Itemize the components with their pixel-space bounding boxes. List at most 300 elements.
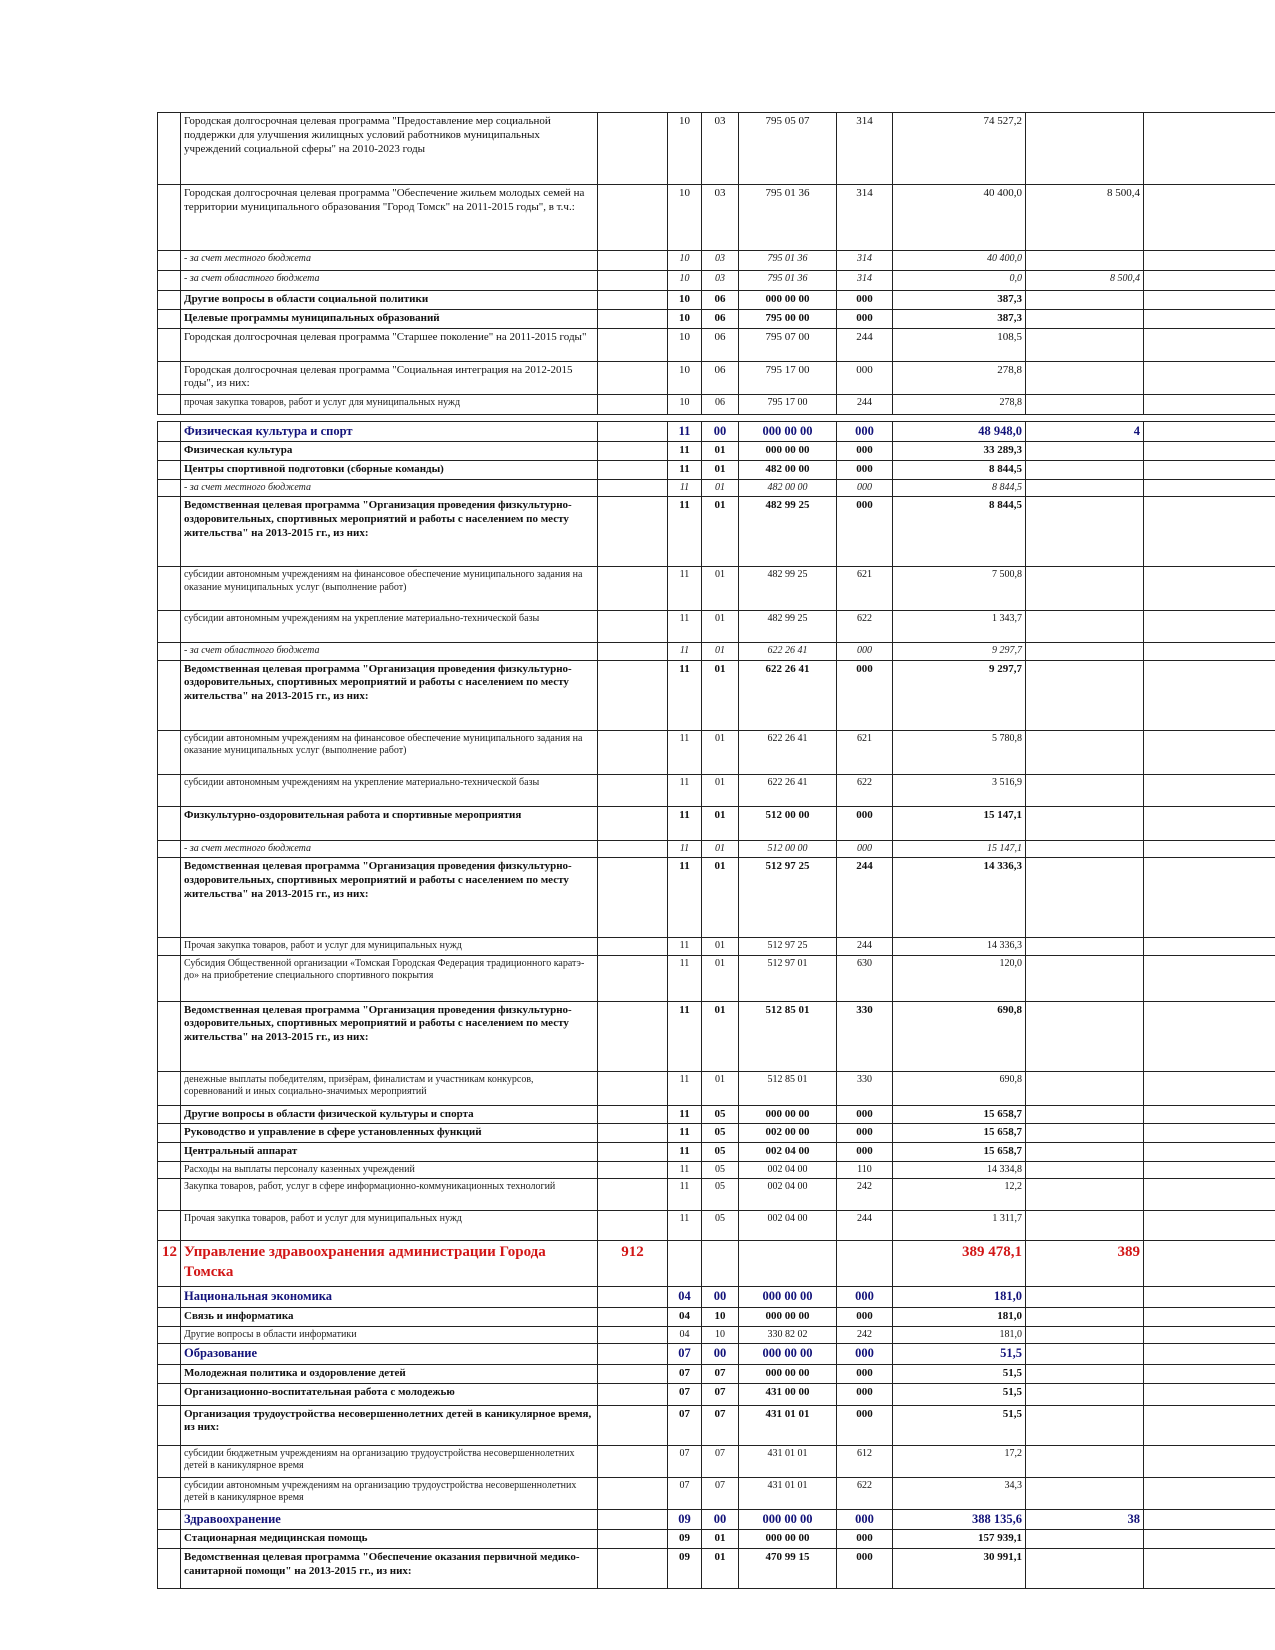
amount-total: 278,8 <box>893 361 1026 394</box>
expense-type-code: 000 <box>837 1308 893 1327</box>
grbs-code <box>598 840 668 858</box>
row-number <box>158 611 181 643</box>
expense-type-code: 000 <box>837 1509 893 1530</box>
row-label: субсидии автономным учреждениям на организацию трудоустройства несовершеннолетних детей в каникулярное время <box>181 1477 598 1509</box>
target-article-code: 431 00 00 <box>739 1383 837 1405</box>
grbs-code <box>598 1405 668 1445</box>
budget-table-body <box>158 113 1275 1589</box>
amount-other-budget <box>1026 394 1144 414</box>
table-row <box>158 840 1275 858</box>
section-row <box>158 421 1275 442</box>
row-number <box>158 1308 181 1327</box>
target-article-code: 002 04 00 <box>739 1161 837 1179</box>
amount-next-column <box>1144 1477 1275 1509</box>
target-article-code: 795 01 36 <box>739 271 837 291</box>
target-article-code: 000 00 00 <box>739 1530 837 1549</box>
target-article-code: 431 01 01 <box>739 1445 837 1477</box>
row-label: Городская долгосрочная целевая программа "Старшее поколение" на 2011-2015 годы" <box>181 328 598 361</box>
subsection-code: 03 <box>702 113 739 185</box>
amount-other-budget <box>1026 806 1144 840</box>
section-code: 11 <box>668 1161 702 1179</box>
row-label: - за счет местного бюджета <box>181 479 598 497</box>
subsection-code: 05 <box>702 1211 739 1241</box>
amount-next-column <box>1144 1124 1275 1143</box>
section-code: 09 <box>668 1509 702 1530</box>
subsection-code: 06 <box>702 394 739 414</box>
amount-total: 15 658,7 <box>893 1124 1026 1143</box>
row-label: Городская долгосрочная целевая программа "Обеспечение жильем молодых семей на территории муниципального образования "Город Томск" на 2011-2015 годы", в т.ч.: <box>181 185 598 251</box>
section-code: 11 <box>668 497 702 567</box>
target-article-code: 000 00 00 <box>739 442 837 461</box>
amount-total: 34,3 <box>893 1477 1026 1509</box>
subsection-code: 06 <box>702 328 739 361</box>
table-row <box>158 1445 1275 1477</box>
amount-total: 15 147,1 <box>893 840 1026 858</box>
subsection-code: 06 <box>702 309 739 328</box>
amount-next-column <box>1144 1001 1275 1071</box>
grbs-code <box>598 291 668 310</box>
amount-other-budget <box>1026 1308 1144 1327</box>
grbs-code <box>598 1530 668 1549</box>
target-article-code: 795 00 00 <box>739 309 837 328</box>
amount-total: 7 500,8 <box>893 567 1026 611</box>
section-code: 10 <box>668 113 702 185</box>
row-number <box>158 1364 181 1383</box>
section-code: 11 <box>668 840 702 858</box>
row-label: Организационно-воспитательная работа с молодежью <box>181 1383 598 1405</box>
amount-other-budget <box>1026 840 1144 858</box>
expense-type-code: 110 <box>837 1161 893 1179</box>
row-number <box>158 1477 181 1509</box>
section-code: 10 <box>668 309 702 328</box>
grbs-code <box>598 1179 668 1211</box>
section-code: 09 <box>668 1530 702 1549</box>
row-label: Городская долгосрочная целевая программа "Социальная интеграция на 2012-2015 годы", из них: <box>181 361 598 394</box>
amount-other-budget <box>1026 1179 1144 1211</box>
grbs-code <box>598 806 668 840</box>
subsection-code: 01 <box>702 840 739 858</box>
amount-next-column <box>1144 309 1275 328</box>
amount-other-budget <box>1026 1477 1144 1509</box>
target-article-code: 622 26 41 <box>739 660 837 730</box>
amount-next-column <box>1144 291 1275 310</box>
amount-next-column <box>1144 806 1275 840</box>
amount-next-column <box>1144 938 1275 956</box>
amount-other-budget <box>1026 1001 1144 1071</box>
expense-type-code: 000 <box>837 1364 893 1383</box>
grbs-code <box>598 730 668 774</box>
amount-next-column <box>1144 643 1275 661</box>
amount-total: 8 844,5 <box>893 479 1026 497</box>
table-row <box>158 774 1275 806</box>
section-code: 11 <box>668 858 702 938</box>
subsection-code: 01 <box>702 460 739 479</box>
expense-type-code: 242 <box>837 1326 893 1344</box>
row-label: Субсидия Общественной организации «Томская Городская Федерация традиционного каратэ-до» на приобретение специального спортивного покрытия <box>181 955 598 1001</box>
row-number <box>158 185 181 251</box>
amount-total: 387,3 <box>893 309 1026 328</box>
expense-type-code: 244 <box>837 938 893 956</box>
table-row <box>158 291 1275 310</box>
amount-total: 40 400,0 <box>893 185 1026 251</box>
section-code: 10 <box>668 185 702 251</box>
grbs-code <box>598 251 668 271</box>
row-label: Центры спортивной подготовки (сборные команды) <box>181 460 598 479</box>
row-number <box>158 328 181 361</box>
amount-other-budget <box>1026 1364 1144 1383</box>
amount-next-column <box>1144 460 1275 479</box>
amount-total: 15 658,7 <box>893 1143 1026 1162</box>
table-row <box>158 1383 1275 1405</box>
amount-other-budget <box>1026 328 1144 361</box>
row-label: - за счет местного бюджета <box>181 840 598 858</box>
amount-next-column <box>1144 414 1275 421</box>
subsection-code: 01 <box>702 1549 739 1589</box>
row-label: субсидии автономным учреждениям на финансовое обеспечение муниципального задания на оказание муниципальных услуг (выполнение работ) <box>181 567 598 611</box>
table-row <box>158 955 1275 1001</box>
target-article-code: 512 97 25 <box>739 938 837 956</box>
table-row <box>158 660 1275 730</box>
amount-total: 278,8 <box>893 394 1026 414</box>
row-label: Ведомственная целевая программа "Организация проведения физкультурно-оздоровительных, спортивных мероприятий и работы с населением по месту жительства" на 2013-2015 гг., из них: <box>181 1001 598 1071</box>
target-article-code: 512 85 01 <box>739 1071 837 1105</box>
row-number <box>158 113 181 185</box>
subsection-code: 01 <box>702 611 739 643</box>
subsection-code: 05 <box>702 1143 739 1162</box>
amount-total: 157 939,1 <box>893 1530 1026 1549</box>
subsection-code: 10 <box>702 1308 739 1327</box>
row-label: Физкультурно-оздоровительная работа и спортивные мероприятия <box>181 806 598 840</box>
section-code: 11 <box>668 1105 702 1124</box>
amount-other-budget <box>1026 291 1144 310</box>
target-article-code: 470 99 15 <box>739 1549 837 1589</box>
amount-total: 181,0 <box>893 1308 1026 1327</box>
section-code: 10 <box>668 394 702 414</box>
subsection-code: 00 <box>702 1287 739 1308</box>
amount-total: 9 297,7 <box>893 643 1026 661</box>
section-code: 10 <box>668 251 702 271</box>
table-row <box>158 1364 1275 1383</box>
amount-total: 51,5 <box>893 1405 1026 1445</box>
target-article-code: 512 00 00 <box>739 806 837 840</box>
grbs-code <box>598 938 668 956</box>
amount-other-budget <box>1026 1383 1144 1405</box>
amount-other-budget <box>1026 938 1144 956</box>
row-number <box>158 1071 181 1105</box>
table-row <box>158 328 1275 361</box>
subsection-code: 01 <box>702 660 739 730</box>
amount-total: 5 780,8 <box>893 730 1026 774</box>
row-number <box>158 1509 181 1530</box>
section-code: 07 <box>668 1383 702 1405</box>
amount-other-budget <box>1026 1326 1144 1344</box>
target-article-code: 431 01 01 <box>739 1405 837 1445</box>
expense-type-code: 000 <box>837 309 893 328</box>
amount-total: 33 289,3 <box>893 442 1026 461</box>
grbs-code <box>598 567 668 611</box>
amount-other-budget <box>1026 251 1144 271</box>
section-row <box>158 1287 1275 1308</box>
amount-other-budget <box>1026 1530 1144 1549</box>
amount-total: 3 516,9 <box>893 774 1026 806</box>
table-row <box>158 113 1275 185</box>
table-row <box>158 442 1275 461</box>
row-number <box>158 774 181 806</box>
amount-other-budget <box>1026 460 1144 479</box>
amount-next-column <box>1144 1308 1275 1327</box>
expense-type-code: 622 <box>837 1477 893 1509</box>
grbs-code <box>598 1211 668 1241</box>
expense-type-code: 000 <box>837 840 893 858</box>
amount-other-budget: 4 <box>1026 421 1144 442</box>
amount-total: 181,0 <box>893 1326 1026 1344</box>
row-number: 12 <box>158 1241 181 1287</box>
amount-total: 15 147,1 <box>893 806 1026 840</box>
amount-other-budget <box>1026 955 1144 1001</box>
amount-total: 8 844,5 <box>893 460 1026 479</box>
amount-total: 14 336,3 <box>893 858 1026 938</box>
subsection-code: 01 <box>702 1001 739 1071</box>
table-row <box>158 1143 1275 1162</box>
amount-other-budget: 8 500,4 <box>1026 185 1144 251</box>
section-code: 07 <box>668 1405 702 1445</box>
section-row <box>158 1509 1275 1530</box>
expense-type-code: 242 <box>837 1179 893 1211</box>
row-label: Ведомственная целевая программа "Организация проведения физкультурно-оздоровительных, спортивных мероприятий и работы с населением по месту жительства" на 2013-2015 гг., из них: <box>181 858 598 938</box>
table-row <box>158 611 1275 643</box>
amount-other-budget <box>1026 113 1144 185</box>
grbs-code <box>598 1124 668 1143</box>
row-label: субсидии бюджетным учреждениям на организацию трудоустройства несовершеннолетних детей в каникулярное время <box>181 1445 598 1477</box>
section-code: 11 <box>668 1001 702 1071</box>
grbs-code <box>598 414 668 421</box>
grbs-code <box>598 1308 668 1327</box>
row-label: Другие вопросы в области физической культуры и спорта <box>181 1105 598 1124</box>
expense-type-code: 000 <box>837 1383 893 1405</box>
amount-next-column <box>1144 1445 1275 1477</box>
row-number <box>158 1179 181 1211</box>
amount-total: 108,5 <box>893 328 1026 361</box>
section-code: 11 <box>668 955 702 1001</box>
row-label: Молодежная политика и оздоровление детей <box>181 1364 598 1383</box>
section-code: 07 <box>668 1344 702 1365</box>
amount-total: 12,2 <box>893 1179 1026 1211</box>
grbs-code <box>598 858 668 938</box>
grbs-code <box>598 1287 668 1308</box>
subsection-code: 01 <box>702 643 739 661</box>
expense-type-code: 244 <box>837 394 893 414</box>
table-row <box>158 185 1275 251</box>
target-article-code: 795 17 00 <box>739 361 837 394</box>
expense-type-code: 000 <box>837 460 893 479</box>
expense-type-code: 612 <box>837 1445 893 1477</box>
table-row <box>158 1124 1275 1143</box>
grbs-code <box>598 328 668 361</box>
row-number <box>158 421 181 442</box>
section-code: 11 <box>668 1071 702 1105</box>
amount-next-column <box>1144 1383 1275 1405</box>
amount-next-column <box>1144 421 1275 442</box>
amount-other-budget <box>1026 497 1144 567</box>
target-article-code: 795 01 36 <box>739 185 837 251</box>
table-row <box>158 643 1275 661</box>
expense-type-code: 622 <box>837 611 893 643</box>
amount-total: 389 478,1 <box>893 1241 1026 1287</box>
grbs-code <box>598 185 668 251</box>
budget-table <box>157 112 1275 1589</box>
row-number <box>158 442 181 461</box>
subsection-code: 00 <box>702 1509 739 1530</box>
row-number <box>158 251 181 271</box>
target-article-code: 622 26 41 <box>739 643 837 661</box>
section-code: 11 <box>668 1143 702 1162</box>
target-article-code: 002 04 00 <box>739 1211 837 1241</box>
row-label: субсидии автономным учреждениям на укрепление материально-технической базы <box>181 774 598 806</box>
row-number <box>158 1124 181 1143</box>
row-number <box>158 1445 181 1477</box>
section-code: 11 <box>668 1211 702 1241</box>
row-label: Образование <box>181 1344 598 1365</box>
expense-type-code: 000 <box>837 1287 893 1308</box>
subsection-code: 03 <box>702 251 739 271</box>
subsection-code: 05 <box>702 1124 739 1143</box>
grbs-code <box>598 1143 668 1162</box>
amount-next-column <box>1144 479 1275 497</box>
row-number <box>158 660 181 730</box>
target-article-code: 000 00 00 <box>739 1344 837 1365</box>
table-row <box>158 1161 1275 1179</box>
expense-type-code: 244 <box>837 328 893 361</box>
table-row <box>158 1105 1275 1124</box>
section-code: 09 <box>668 1549 702 1589</box>
grbs-code <box>598 1105 668 1124</box>
grbs-code <box>598 1445 668 1477</box>
amount-next-column <box>1144 442 1275 461</box>
amount-total: 1 343,7 <box>893 611 1026 643</box>
grbs-code <box>598 1477 668 1509</box>
table-row <box>158 1326 1275 1344</box>
table-row <box>158 497 1275 567</box>
department-row <box>158 1241 1275 1287</box>
row-label: Другие вопросы в области информатики <box>181 1326 598 1344</box>
row-number <box>158 394 181 414</box>
row-number <box>158 1383 181 1405</box>
amount-other-budget <box>1026 858 1144 938</box>
row-number <box>158 1530 181 1549</box>
grbs-code <box>598 479 668 497</box>
amount-other-budget <box>1026 361 1144 394</box>
row-label <box>181 414 598 421</box>
expense-type-code <box>837 414 893 421</box>
amount-next-column <box>1144 394 1275 414</box>
amount-next-column <box>1144 1530 1275 1549</box>
table-row <box>158 1179 1275 1211</box>
amount-other-budget <box>1026 567 1144 611</box>
amount-total: 690,8 <box>893 1071 1026 1105</box>
amount-other-budget <box>1026 643 1144 661</box>
grbs-code <box>598 1383 668 1405</box>
grbs-code <box>598 1364 668 1383</box>
amount-total: 14 334,8 <box>893 1161 1026 1179</box>
row-number <box>158 1105 181 1124</box>
amount-other-budget: 38 <box>1026 1509 1144 1530</box>
expense-type-code: 000 <box>837 442 893 461</box>
section-code: 11 <box>668 643 702 661</box>
amount-next-column <box>1144 497 1275 567</box>
grbs-code <box>598 774 668 806</box>
amount-other-budget <box>1026 1161 1144 1179</box>
expense-type-code: 000 <box>837 479 893 497</box>
row-label: Стационарная медицинская помощь <box>181 1530 598 1549</box>
section-code: 10 <box>668 271 702 291</box>
expense-type-code: 314 <box>837 271 893 291</box>
amount-next-column <box>1144 611 1275 643</box>
amount-next-column <box>1144 730 1275 774</box>
row-number <box>158 643 181 661</box>
section-code: 11 <box>668 660 702 730</box>
section-code: 04 <box>668 1308 702 1327</box>
amount-next-column <box>1144 858 1275 938</box>
amount-next-column <box>1144 185 1275 251</box>
row-label: прочая закупка товаров, работ и услуг для муниципальных нужд <box>181 394 598 414</box>
target-article-code: 000 00 00 <box>739 421 837 442</box>
row-label: Ведомственная целевая программа "Организация проведения физкультурно-оздоровительных, спортивных мероприятий и работы с населением по месту жительства" на 2013-2015 гг., из них: <box>181 497 598 567</box>
target-article-code: 002 04 00 <box>739 1143 837 1162</box>
target-article-code: 482 99 25 <box>739 611 837 643</box>
row-number <box>158 1001 181 1071</box>
table-row <box>158 1405 1275 1445</box>
section-code: 04 <box>668 1326 702 1344</box>
table-row <box>158 1308 1275 1327</box>
target-article-code: 000 00 00 <box>739 1509 837 1530</box>
row-label: Городская долгосрочная целевая программа "Предоставление мер социальной поддержки для улучшения жилищных условий работников муниципальных учреждений социальной сферы" на 2010-2023 годы <box>181 113 598 185</box>
expense-type-code: 621 <box>837 567 893 611</box>
amount-next-column <box>1144 955 1275 1001</box>
row-label: - за счет областного бюджета <box>181 271 598 291</box>
target-article-code: 431 01 01 <box>739 1477 837 1509</box>
subsection-code: 05 <box>702 1105 739 1124</box>
row-label: Связь и информатика <box>181 1308 598 1327</box>
row-number <box>158 567 181 611</box>
target-article-code <box>739 1241 837 1287</box>
table-row <box>158 806 1275 840</box>
amount-next-column <box>1144 1287 1275 1308</box>
amount-other-budget <box>1026 1405 1144 1445</box>
section-code: 11 <box>668 460 702 479</box>
row-label: Ведомственная целевая программа "Организация проведения физкультурно-оздоровительных, спортивных мероприятий и работы с населением по месту жительства" на 2013-2015 гг., из них: <box>181 660 598 730</box>
grbs-code <box>598 460 668 479</box>
amount-other-budget: 389 <box>1026 1241 1144 1287</box>
target-article-code: 795 17 00 <box>739 394 837 414</box>
expense-type-code: 622 <box>837 774 893 806</box>
subsection-code: 07 <box>702 1477 739 1509</box>
row-number <box>158 1287 181 1308</box>
target-article-code: 000 00 00 <box>739 1364 837 1383</box>
row-number <box>158 1344 181 1365</box>
amount-total: 51,5 <box>893 1364 1026 1383</box>
amount-total: 48 948,0 <box>893 421 1026 442</box>
amount-next-column <box>1144 1071 1275 1105</box>
row-number <box>158 806 181 840</box>
expense-type-code: 000 <box>837 643 893 661</box>
amount-next-column <box>1144 1161 1275 1179</box>
amount-total: 1 311,7 <box>893 1211 1026 1241</box>
target-article-code: 000 00 00 <box>739 1308 837 1327</box>
table-row <box>158 479 1275 497</box>
amount-other-budget <box>1026 1287 1144 1308</box>
target-article-code: 002 04 00 <box>739 1179 837 1211</box>
row-label: Расходы на выплаты персоналу казенных учреждений <box>181 1161 598 1179</box>
